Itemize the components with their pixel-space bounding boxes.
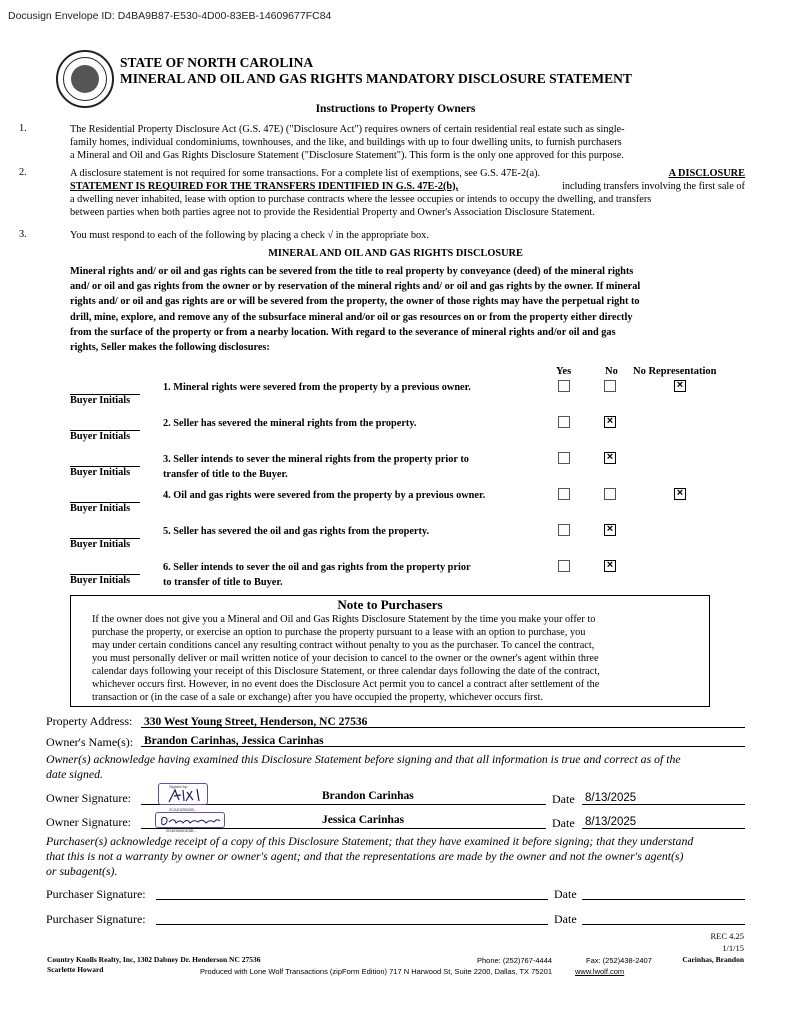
column-no-representation: No Representation bbox=[633, 366, 717, 377]
buyer-initials-label: Buyer Initials bbox=[70, 395, 131, 406]
owners-name-label: Owner's Name(s): bbox=[46, 735, 134, 749]
disclosure-line: rights, Seller makes the following disclosures: bbox=[70, 342, 270, 354]
instruction-number: 3. bbox=[19, 229, 27, 240]
note-line: purchase the property, or exercise an option to purchase the property pursuant to a lease with an option to purchase, you bbox=[92, 627, 586, 638]
buyer-initials-label: Buyer Initials bbox=[70, 467, 131, 478]
note-body bbox=[92, 613, 688, 704]
question-4-no-checkbox[interactable] bbox=[604, 488, 616, 500]
instruction-line: A disclosure statement is not required for some transactions. For a complete list of exemptions, see G.S. 47E-2(a). bbox=[70, 168, 541, 179]
disclosure-title: MINERAL AND OIL AND GAS RIGHTS DISCLOSURE bbox=[268, 248, 523, 259]
instruction-2 bbox=[70, 167, 745, 219]
disclosure-line: rights and/ or oil and gas rights are or will be severed from the property, the owner of those rights may have the perpetual right to bbox=[70, 296, 640, 308]
question-1-no-checkbox[interactable] bbox=[604, 380, 616, 392]
question-3-yes-checkbox[interactable] bbox=[558, 452, 570, 464]
buyer-initials-label: Buyer Initials bbox=[70, 539, 131, 550]
date-label: Date bbox=[554, 912, 577, 926]
instruction-line: a dwelling never inhabited, lease with option to purchase contracts where the lessee occupies or intends to occupy the dwelling, and transfers bbox=[70, 194, 652, 205]
property-address-value: 330 West Young Street, Henderson, NC 27536 bbox=[144, 716, 368, 728]
purchaser-acknowledgement bbox=[46, 834, 745, 879]
instruction-number: 2. bbox=[19, 167, 27, 178]
purchaser-2-date-field[interactable] bbox=[582, 909, 745, 925]
footer-agent: Scarlette Howard bbox=[47, 965, 104, 974]
question-line: 6. Seller intends to sever the oil and gas rights from the property prior bbox=[163, 562, 471, 573]
question-5-no-checkbox[interactable]: × bbox=[604, 524, 616, 536]
docusign-signature-2[interactable] bbox=[155, 812, 225, 833]
purchaser-signature-label: Purchaser Signature: bbox=[46, 887, 146, 901]
disclosure-line: and/ or oil and gas rights from the owner or by reservation of the mineral rights and/ or oil and gas rights by the owner. If mineral bbox=[70, 281, 641, 293]
instruction-line: family homes, individual condominiums, townhouses, and the like, and buildings with up to four dwelling units, to furnish purchasers bbox=[70, 137, 622, 148]
column-no: No bbox=[605, 366, 618, 377]
question-line: 1. Mineral rights were severed from the property by a previous owner. bbox=[163, 382, 471, 393]
purchaser-2-signature-field[interactable] bbox=[156, 909, 548, 925]
question-1-text bbox=[163, 380, 471, 395]
owner-1-date-field[interactable] bbox=[582, 788, 745, 805]
question-line: 2. Seller has severed the mineral rights from the property. bbox=[163, 418, 417, 429]
question-3-no-checkbox[interactable]: × bbox=[604, 452, 616, 464]
footer-company: Country Knolls Realty, Inc, 1302 Dabney Dr. Henderson NC 27536 bbox=[47, 955, 261, 964]
signature-code: 2CAD32B22B... bbox=[169, 807, 198, 812]
owner-signature-label: Owner Signature: bbox=[46, 791, 131, 805]
instruction-line: including transfers involving the first sale of bbox=[561, 181, 745, 192]
instruction-emphasis: A DISCLOSURE bbox=[668, 168, 745, 179]
instructions-title: Instructions to Property Owners bbox=[315, 103, 476, 115]
footer-produced-by: Produced with Lone Wolf Transactions (zipForm Edition) 717 N Harwood St, Suite 2200, Dallas, TX 75201 bbox=[200, 967, 552, 976]
footer-website-link[interactable]: www.lwolf.com bbox=[575, 967, 625, 976]
question-4-yes-checkbox[interactable] bbox=[558, 488, 570, 500]
question-line: 3. Seller intends to sever the mineral rights from the property prior to bbox=[163, 454, 469, 465]
form-header-state: STATE OF NORTH CAROLINA bbox=[120, 55, 314, 70]
disclosure-body bbox=[70, 264, 727, 355]
instruction-3: You must respond to each of the following by placing a check √ in the appropriate box. bbox=[70, 230, 429, 241]
question-4-norep-checkbox[interactable]: × bbox=[674, 488, 686, 500]
question-5-text bbox=[163, 524, 429, 539]
form-code: REC 4.25 bbox=[710, 931, 744, 941]
owner-1-date-value: 8/13/2025 bbox=[585, 792, 637, 804]
signature-scribble-icon bbox=[159, 784, 209, 806]
signature-tag: Signed by: bbox=[169, 784, 188, 789]
ack-line: date signed. bbox=[46, 767, 104, 781]
disclosure-line: drill, mine, explore, and remove any of the subsurface mineral and/or oil or gas resources on or from the property either directly bbox=[70, 311, 633, 323]
question-2-text bbox=[163, 416, 416, 431]
question-line: transfer of title to the Buyer. bbox=[163, 469, 288, 480]
question-2-yes-checkbox[interactable] bbox=[558, 416, 570, 428]
column-yes: Yes bbox=[556, 366, 572, 377]
buyer-initials-label: Buyer Initials bbox=[70, 503, 131, 514]
date-label: Date bbox=[554, 887, 577, 901]
docusign-signature-1[interactable] bbox=[158, 783, 208, 812]
disclosure-line: Mineral rights and/ or oil and gas rights can be severed from the title to real property by conveyance (deed) of the mineral rights bbox=[70, 266, 634, 277]
question-1-yes-checkbox[interactable] bbox=[558, 380, 570, 392]
ack-line: Purchaser(s) acknowledge receipt of a copy of this Disclosure Statement; that they have examined it before signing; that they understand bbox=[46, 834, 694, 848]
instruction-line: between parties when both parties agree not to provide the Residential Property and Owner's Association Disclosure Statement. bbox=[70, 207, 595, 218]
question-5-yes-checkbox[interactable] bbox=[558, 524, 570, 536]
note-line: calendar days following your receipt of this Disclosure Statement, or three calendar days following the date of the contract, bbox=[92, 666, 600, 677]
footer-phone: Phone: (252)767-4444 bbox=[477, 956, 553, 965]
owner-2-printed-name: Jessica Carinhas bbox=[322, 814, 405, 826]
ack-line: that this is not a warranty by owner or owner's agent; and that the representations are made by the owner and not the owner's agent(s) bbox=[46, 849, 684, 863]
question-3-text bbox=[163, 452, 469, 482]
instruction-emphasis: STATEMENT IS REQUIRED FOR THE TRANSFERS IDENTIFIED IN G.S. 47E-2(b), bbox=[70, 181, 459, 192]
state-seal-icon bbox=[56, 50, 114, 108]
note-line: whichever occurs first. However, in no event does the Disclosure Act permit you to cancel a contract after settlement of the bbox=[92, 679, 600, 690]
note-line: may under certain conditions cancel any resulting contract without penalty to you as the purchaser. To cancel the contract, bbox=[92, 640, 595, 651]
question-2-no-checkbox[interactable]: × bbox=[604, 416, 616, 428]
buyer-initials-label: Buyer Initials bbox=[70, 575, 131, 586]
owners-name-field[interactable] bbox=[141, 731, 745, 747]
property-address-label: Property Address: bbox=[46, 714, 133, 728]
instruction-number: 1. bbox=[19, 123, 27, 134]
owner-signature-label: Owner Signature: bbox=[46, 815, 131, 829]
ack-line: or subagent(s). bbox=[46, 864, 118, 878]
instruction-line: The Residential Property Disclosure Act (G.S. 47E) ("Disclosure Act") requires owners of certain residential real estate such as single- bbox=[70, 124, 625, 135]
instruction-line: a Mineral and Oil and Gas Rights Disclosure Statement ("Disclosure Statement"). This form is the only one approved for this purpose. bbox=[70, 150, 624, 161]
purchaser-signature-label: Purchaser Signature: bbox=[46, 912, 146, 926]
disclosure-line: from the surface of the property or from a nearby location. With regard to the severance of mineral rights and/or oil and gas bbox=[70, 326, 616, 338]
date-label: Date bbox=[552, 816, 575, 830]
question-4-text bbox=[163, 488, 485, 503]
note-line: transaction or (in the case of a sale or exchange) after you have occupied the property, whichever occurs first. bbox=[92, 692, 544, 703]
owners-name-value: Brandon Carinhas, Jessica Carinhas bbox=[144, 735, 324, 747]
question-6-yes-checkbox[interactable] bbox=[558, 560, 570, 572]
envelope-id: Docusign Envelope ID: D4BA9B87-E530-4D00-83EB-14609677FC84 bbox=[8, 10, 332, 22]
purchaser-1-signature-field[interactable] bbox=[156, 884, 548, 900]
owner-2-date-field[interactable] bbox=[582, 812, 745, 829]
owner-acknowledgement bbox=[46, 752, 745, 782]
form-header-title: MINERAL AND OIL AND GAS RIGHTS MANDATORY DISCLOSURE STATEMENT bbox=[120, 71, 632, 86]
owner-2-date-value: 8/13/2025 bbox=[585, 816, 637, 828]
signature-code: 2D4E0B0DE8B... bbox=[166, 828, 197, 833]
owner-1-printed-name: Brandon Carinhas bbox=[322, 790, 414, 802]
date-label: Date bbox=[552, 792, 575, 806]
note-line: If the owner does not give you a Mineral and Oil and Gas Rights Disclosure Statement by the time you make your offer to bbox=[92, 614, 596, 625]
signature-scribble-icon bbox=[156, 813, 226, 829]
instruction-1 bbox=[70, 123, 745, 162]
footer-fax: Fax: (252)438-2407 bbox=[586, 956, 652, 965]
property-address-field[interactable] bbox=[141, 712, 745, 728]
question-1-norep-checkbox[interactable]: × bbox=[674, 380, 686, 392]
note-line: you must personally deliver or mail written notice of your decision to cancel to the owner or the owner's agent within three bbox=[92, 653, 599, 664]
question-line: 4. Oil and gas rights were severed from the property by a previous owner. bbox=[163, 490, 486, 501]
buyer-initials-label: Buyer Initials bbox=[70, 431, 131, 442]
question-line: 5. Seller has severed the oil and gas rights from the property. bbox=[163, 526, 430, 537]
question-line: to transfer of title to Buyer. bbox=[163, 577, 283, 588]
purchaser-1-date-field[interactable] bbox=[582, 884, 745, 900]
form-date: 1/1/15 bbox=[722, 943, 744, 953]
footer-file-name: Carinhas, Brandon bbox=[682, 955, 744, 964]
question-6-no-checkbox[interactable]: × bbox=[604, 560, 616, 572]
question-6-text bbox=[163, 560, 471, 590]
note-title: Note to Purchasers bbox=[337, 597, 443, 612]
ack-line: Owner(s) acknowledge having examined this Disclosure Statement before signing and that all information is true and correct as of the bbox=[46, 752, 681, 766]
